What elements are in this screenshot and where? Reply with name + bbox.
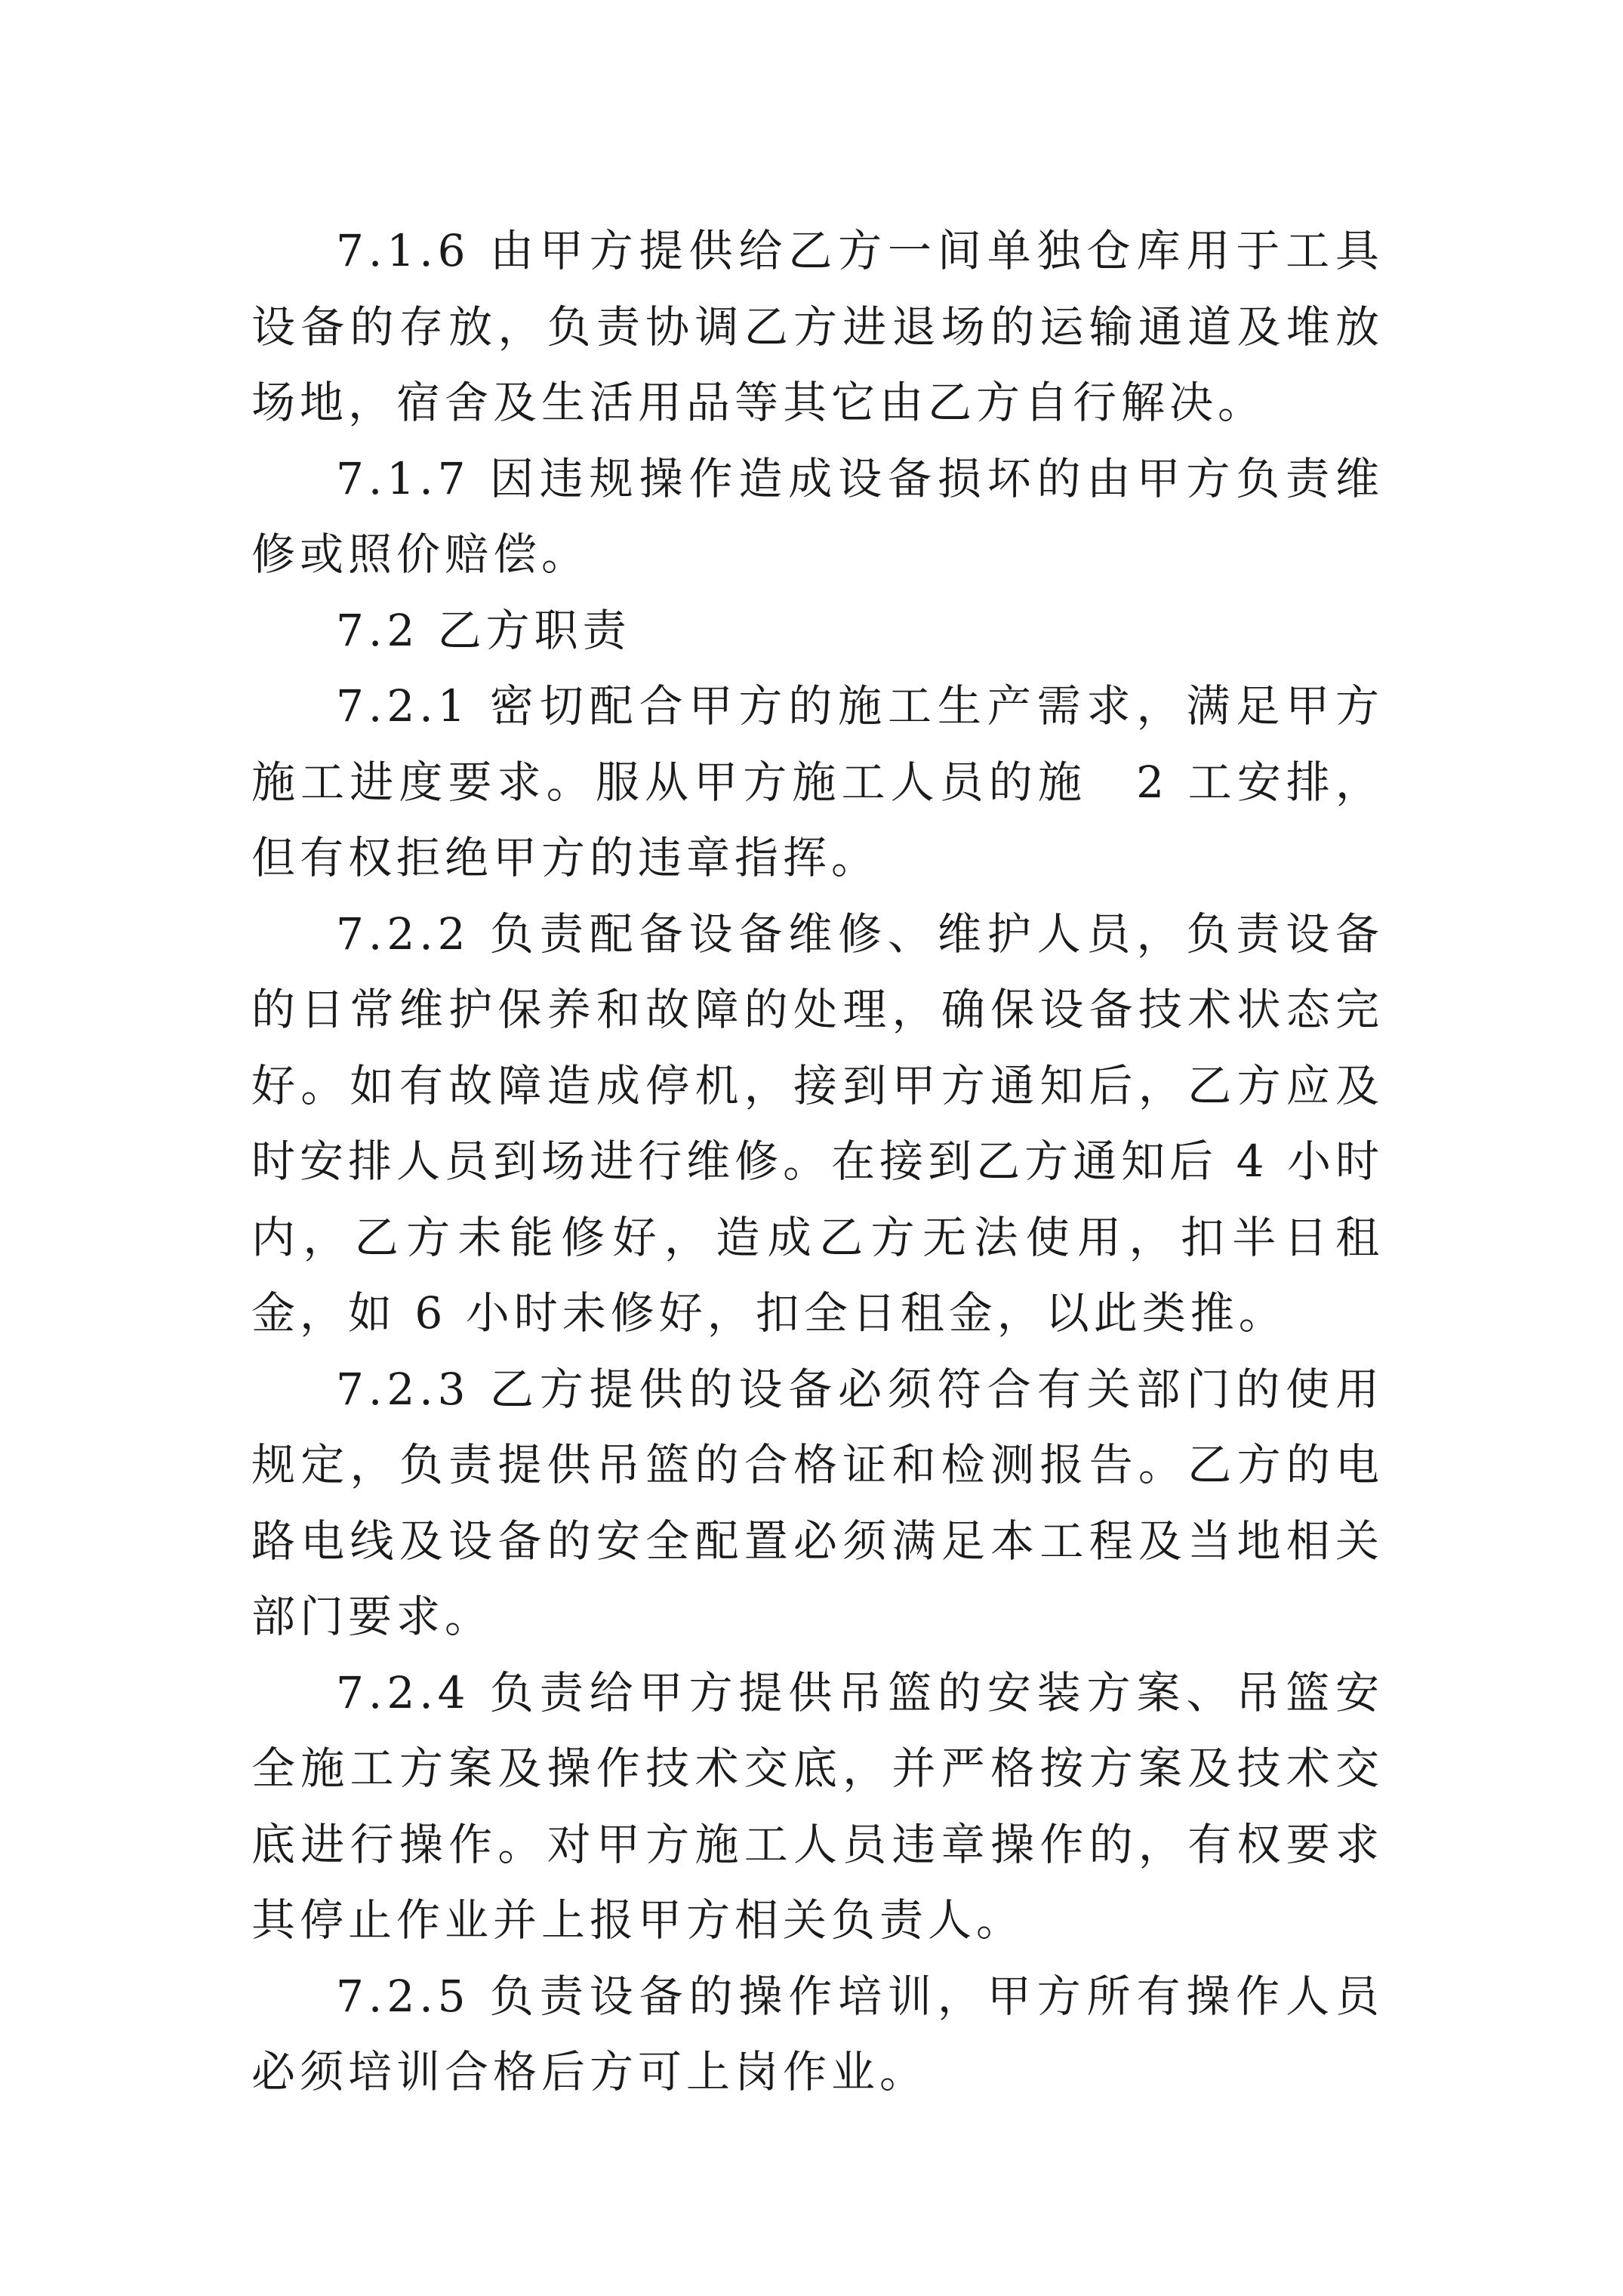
clause-7-2-5: 7.2.5 负责设备的操作培训，甲方所有操作人员必须培训合格后方可上岗作业。 xyxy=(251,1970,1384,2097)
clause-7-2-3: 7.2.3 乙方提供的设备必须符合有关部门的使用规定，负责提供吊篮的合格证和检测报告。乙方的电路电线及设备的安全配置必须满足本工程及当地相关部门要求。 xyxy=(251,1363,1384,1642)
document-page xyxy=(251,213,1384,2110)
clause-7-2-1: 7.2.1 密切配合甲方的施工生产需求，满足甲方施工进度要求。服从甲方施工人员的施 2 工安排，但有权拒绝甲方的违章指挥。 xyxy=(251,680,1384,883)
clause-7-2-4: 7.2.4 负责给甲方提供吊篮的安装方案、吊篮安全施工方案及操作技术交底，并严格按方案及技术交底进行操作。对甲方施工人员违章操作的，有权要求其停止作业并上报甲方相关负责人。 xyxy=(251,1666,1384,1946)
section-heading-7-2: 7.2 乙方职责 xyxy=(336,604,631,656)
clause-7-2-2: 7.2.2 负责配备设备维修、维护人员，负责设备的日常维护保养和故障的处理，确保设备技术状态完好。如有故障造成停机，接到甲方通知后，乙方应及时安排人员到场进行维修。在接到乙方通知后 4 小时内，乙方未能修好，造成乙方无法使用，扣半日租金，如 6 小时未修好，扣全日租金，以此类推。 xyxy=(251,908,1384,1339)
clause-7-1-6: 7.1.6 由甲方提供给乙方一间单独仓库用于工具设备的存放，负责协调乙方进退场的运输通道及堆放场地，宿舍及生活用品等其它由乙方自行解决。 xyxy=(251,225,1384,428)
clause-7-1-7: 7.1.7 因违规操作造成设备损坏的由甲方负责维修或照价赔偿。 xyxy=(251,452,1384,580)
